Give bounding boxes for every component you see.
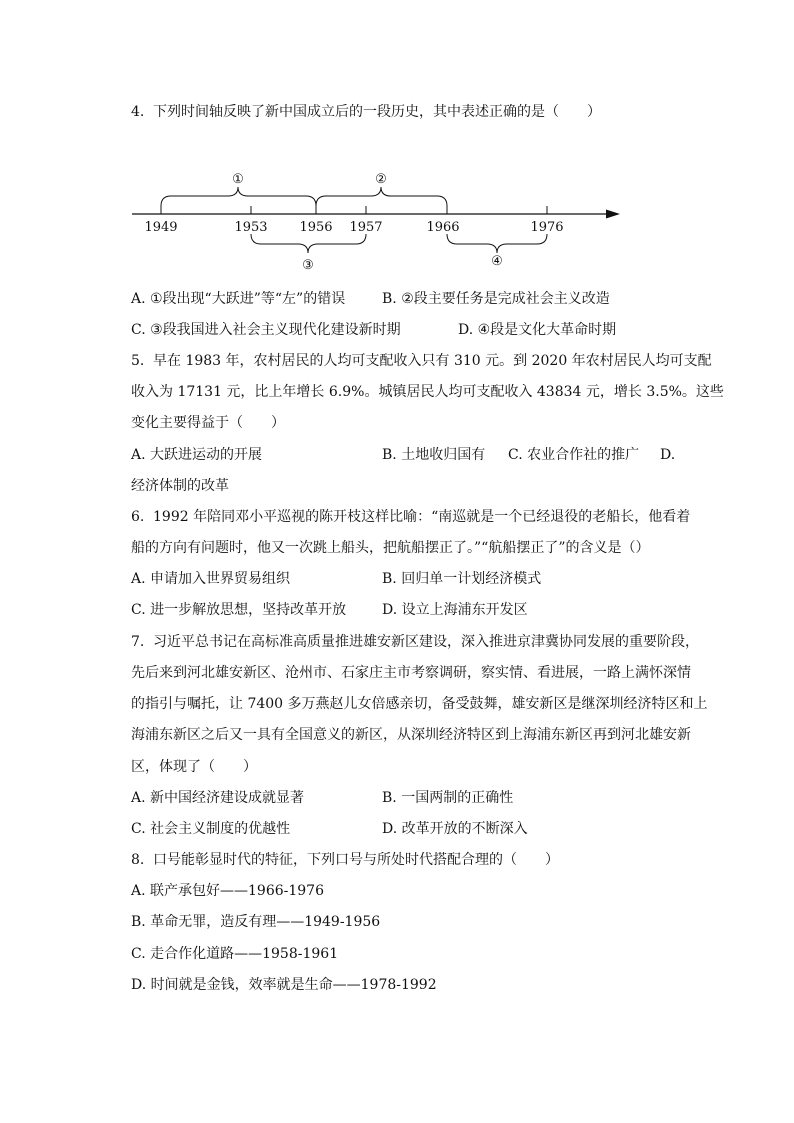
q4-option-b[interactable]: B. ②段主要任务是完成社会主义改造 bbox=[382, 291, 610, 307]
q7-text-1: 习近平总书记在高标准高质量推进雄安新区建设，深入推进京津冀协同发展的重要阶段， bbox=[153, 634, 699, 650]
q4-stem: 下列时间轴反映了新中国成立后的一段历史，其中表述正确的是（ ） bbox=[153, 104, 601, 120]
year-label-1956: 1956 bbox=[299, 220, 333, 235]
q8-option-b[interactable]: B. 革命无罪，造反有理——1949-1956 bbox=[131, 914, 381, 930]
q6-line-1 bbox=[131, 507, 691, 527]
q6-number: 6. bbox=[131, 509, 145, 525]
segment-label-3: ③ bbox=[302, 258, 314, 273]
q5-text-2: 收入为 17131 元，比上年增长 6.9%。城镇居民人均可支配收入 43834 元，增长 3.5%。这些 bbox=[131, 384, 724, 400]
q4-option-c[interactable]: C. ③段我国进入社会主义现代化建设新时期 bbox=[131, 322, 401, 338]
q7-option-c[interactable]: C. 社会主义制度的优越性 bbox=[131, 821, 291, 837]
q4-stem-line bbox=[131, 102, 691, 122]
q4-timeline bbox=[120, 160, 640, 280]
brace-segment-1 bbox=[161, 187, 316, 206]
q4-option-a[interactable]: A. ①段出现“大跃进”等“左”的错误 bbox=[131, 291, 346, 307]
q5-line-1 bbox=[131, 351, 712, 371]
q6-option-b[interactable]: B. 回归单一计划经济模式 bbox=[382, 571, 542, 587]
q7-text-3: 的指引与嘱托，让 7400 多万燕赵儿女倍感亲切，备受鼓舞，雄安新区是继深圳经济特区和上 bbox=[131, 696, 708, 712]
q8-number: 8. bbox=[131, 852, 145, 868]
q7-line-1 bbox=[131, 632, 699, 652]
q8-option-a[interactable]: A. 联产承包好——1966-1976 bbox=[131, 883, 324, 899]
q8-option-d[interactable]: D. 时间就是金钱，效率就是生命——1978-1992 bbox=[131, 977, 437, 993]
q6-option-d[interactable]: D. 设立上海浦东开发区 bbox=[382, 602, 528, 618]
segment-label-1: ① bbox=[232, 172, 244, 187]
q7-option-a[interactable]: A. 新中国经济建设成就显著 bbox=[131, 790, 305, 806]
q7-option-d[interactable]: D. 改革开放的不断深入 bbox=[382, 821, 528, 837]
q4-number: 4. bbox=[131, 104, 145, 120]
q5-option-c[interactable]: C. 农业合作社的推广 bbox=[508, 447, 640, 463]
q6-text-2: 船的方向有问题时，他又一次跳上船头，把航船摆正了。”“航船摆正了”的含义是（） bbox=[131, 540, 650, 556]
q8-stem-line bbox=[131, 850, 691, 870]
q7-text-2: 先后来到河北雄安新区、沧州市、石家庄主市考察调研，察实情、看进展，一路上满怀深情 bbox=[131, 665, 691, 681]
year-label-1949: 1949 bbox=[144, 220, 178, 235]
q6-option-c[interactable]: C. 进一步解放思想，坚持改革开放 bbox=[131, 602, 347, 618]
year-label-1957: 1957 bbox=[349, 220, 383, 235]
q7-text-5: 区，体现了（ ） bbox=[131, 759, 257, 775]
brace-segment-4 bbox=[447, 234, 547, 253]
segment-label-2: ② bbox=[375, 172, 387, 187]
segment-label-4: ④ bbox=[491, 254, 503, 269]
year-label-1966: 1966 bbox=[426, 220, 460, 235]
brace-segment-3 bbox=[251, 234, 366, 253]
q6-text-1: 1992 年陪同邓小平巡视的陈开枝这样比喻：“南巡就是一个已经退役的老船长，他看着 bbox=[153, 509, 691, 525]
q7-number: 7. bbox=[131, 634, 145, 650]
brace-segment-2 bbox=[316, 187, 447, 206]
q6-option-a[interactable]: A. 申请加入世界贸易组织 bbox=[131, 571, 291, 587]
q5-option-b[interactable]: B. 土地收归国有 bbox=[382, 447, 486, 463]
q8-option-c[interactable]: C. 走合作化道路——1958-1961 bbox=[131, 946, 339, 962]
year-label-1953: 1953 bbox=[234, 220, 268, 235]
q5-text-1: 早在 1983 年，农村居民的人均可支配收入只有 310 元。到 2020 年农村居民人均可支配 bbox=[153, 353, 712, 369]
q7-option-b[interactable]: B. 一国两制的正确性 bbox=[382, 790, 514, 806]
q7-text-4: 海浦东新区之后又一具有全国意义的新区，从深圳经济特区到上海浦东新区再到河北雄安新 bbox=[131, 727, 691, 743]
q5-option-d-text[interactable]: 经济体制的改革 bbox=[131, 478, 229, 494]
q4-option-d[interactable]: D. ④段是文化大革命时期 bbox=[458, 322, 617, 338]
q5-option-d[interactable]: D. bbox=[660, 447, 676, 463]
q5-option-a[interactable]: A. 大跃进运动的开展 bbox=[131, 447, 263, 463]
q5-number: 5. bbox=[131, 353, 145, 369]
q8-stem: 口号能彰显时代的特征，下列口号与所处时代搭配合理的（ ） bbox=[153, 852, 559, 868]
q5-text-3: 变化主要得益于（ ） bbox=[131, 415, 285, 431]
timeline-arrow-icon bbox=[606, 210, 620, 219]
year-label-1976: 1976 bbox=[530, 220, 564, 235]
